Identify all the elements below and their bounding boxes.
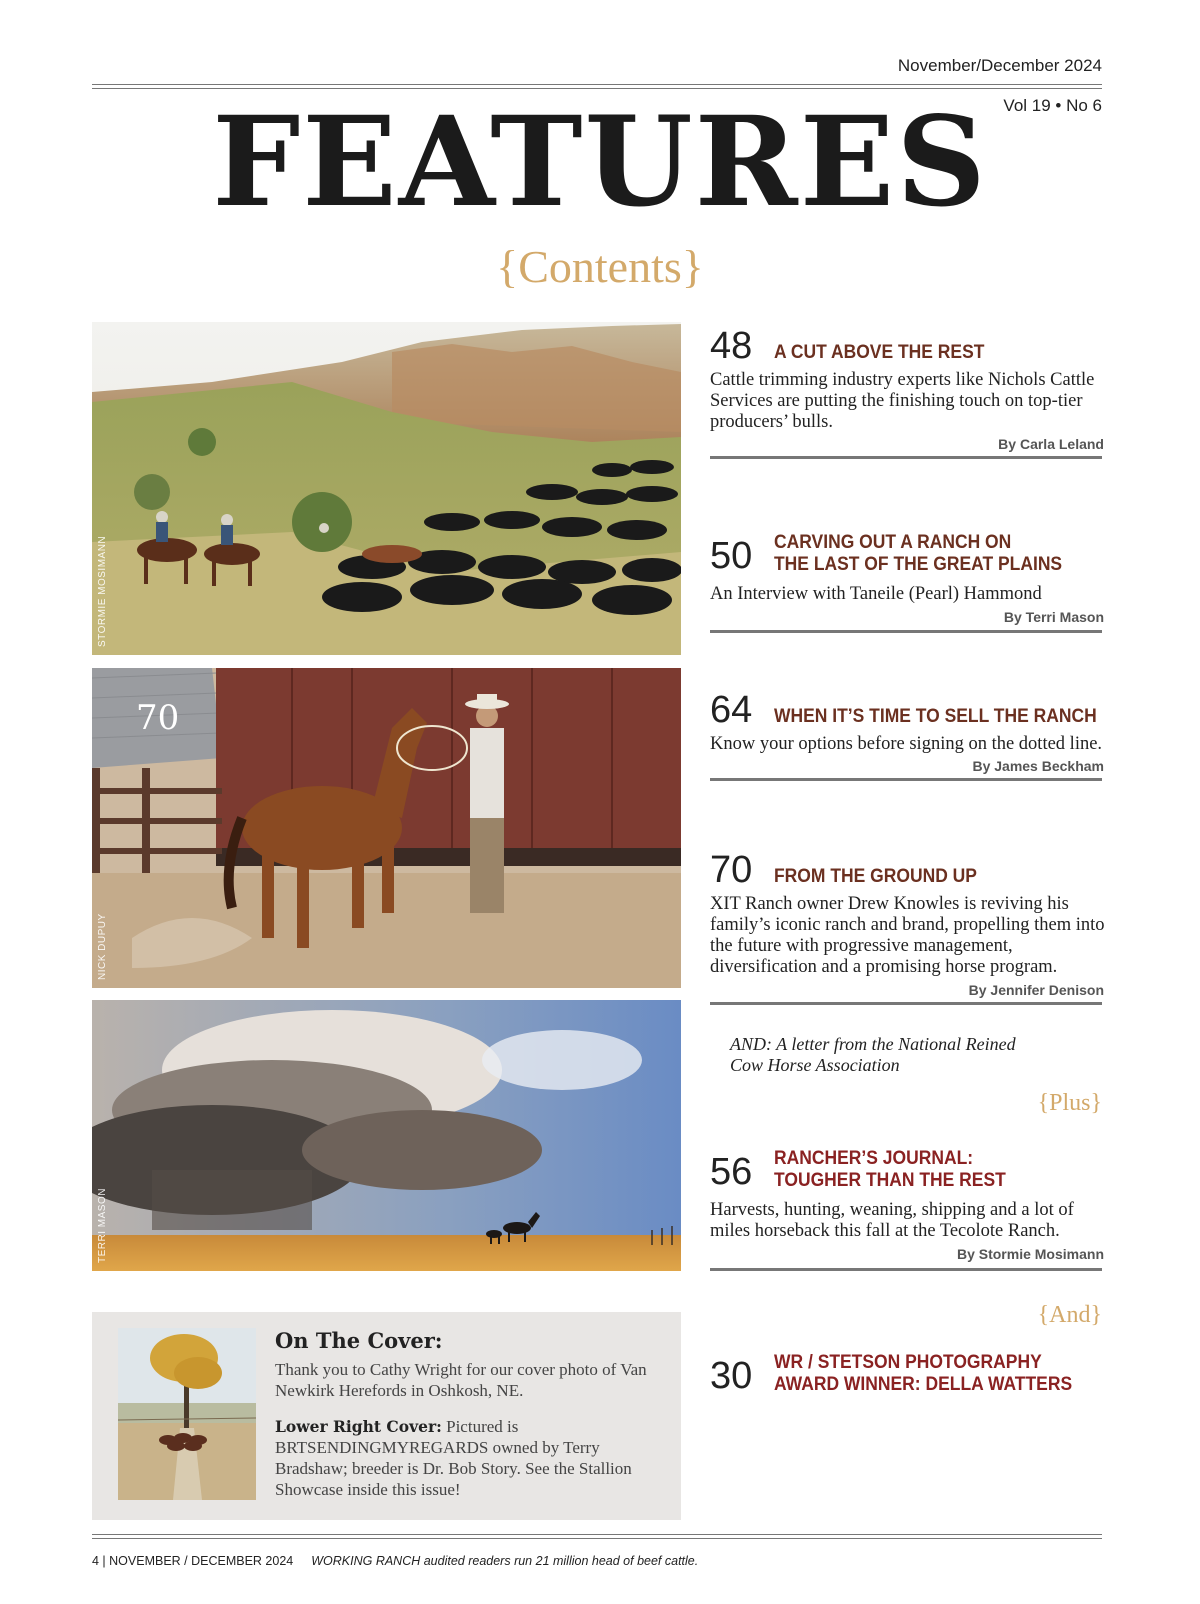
footer (92, 1554, 698, 1568)
issue-date: November/December 2024 (897, 56, 1102, 75)
feature-page-number: 64 (710, 689, 753, 731)
feature-title-line-2[interactable]: THE LAST OF THE GREAT PLAINS (774, 554, 1063, 575)
plus-entry[interactable] (710, 1148, 1102, 1268)
photo-credit: NICK DUPUY (97, 913, 108, 980)
photo-credit: STORMIE MOSIMANN (97, 535, 108, 647)
feature-author: By Stormie Mosimann (956, 1246, 1104, 1262)
feature-entry[interactable] (710, 326, 1102, 466)
divider (710, 630, 1102, 633)
footer-tagline: WORKING RANCH audited readers run 21 million head of beef cattle. (311, 1554, 699, 1568)
page-subtitle: {Contents} (496, 241, 704, 292)
feature-entry[interactable] (710, 532, 1102, 642)
feature-page-number: 70 (710, 849, 753, 891)
feature-description: XIT Ranch owner Drew Knowles is reviving his family’s iconic ranch and brand, propelling them into the future with progressive management, diversification and a promising horse program. (710, 894, 1105, 977)
photo-credit: TERRI MASON (97, 1188, 108, 1263)
lower-cover-label: Lower Right Cover: (275, 1417, 442, 1436)
top-rule (92, 84, 1102, 89)
feature-entry[interactable] (710, 849, 1105, 1030)
feature-page-number: 30 (710, 1355, 753, 1397)
photo-page-number: 70 (136, 698, 180, 738)
footer-page-info: 4 | NOVEMBER / DECEMBER 2024 (92, 1554, 294, 1568)
feature-title-line-1[interactable]: WR / STETSON PHOTOGRAPHY (774, 1352, 1042, 1373)
feature-title-line-2[interactable]: TOUGHER THAN THE REST (774, 1170, 1006, 1191)
storm-prairie-photo (92, 1000, 681, 1271)
and-entry[interactable] (710, 1352, 1102, 1402)
feature-author: By James Beckham (972, 758, 1104, 774)
cover-text: Thank you to Cathy Wright for our cover photo of Van Newkirk Herefords in Oshkosh, NE. (275, 1360, 647, 1400)
page-title: FEATURES (212, 90, 988, 235)
feature-description: Harvests, hunting, weaning, shipping and a lot of miles horseback this fall at the Tecolote Ranch. (710, 1200, 1074, 1241)
divider (710, 1268, 1102, 1271)
feature-title[interactable]: FROM THE GROUND UP (774, 866, 977, 887)
feature-title-line-1[interactable]: RANCHER’S JOURNAL: (774, 1148, 974, 1169)
feature-author: By Carla Leland (998, 436, 1104, 452)
feature-author: By Jennifer Denison (968, 982, 1104, 998)
and-letter-note: AND: A letter from the National Reined Cow Horse Association (730, 1034, 1016, 1075)
divider (710, 1002, 1102, 1005)
cover-thumbnail-photo (118, 1328, 256, 1500)
lower-cover-description: Pictured is BRTSENDINGMYREGARDS owned by Terry Bradshaw; breeder is Dr. Bob Story. See the Stallion Showcase inside this issue! (275, 1417, 632, 1499)
feature-author: By Terri Mason (1003, 609, 1104, 625)
feature-title[interactable]: WHEN IT’S TIME TO SELL THE RANCH (774, 706, 1097, 727)
lower-cover-text (275, 1416, 655, 1500)
feature-description: Know your options before signing on the dotted line. (710, 734, 1103, 754)
divider (710, 778, 1102, 781)
divider (710, 456, 1102, 459)
feature-title-line-2[interactable]: AWARD WINNER: DELLA WATTERS (774, 1374, 1073, 1395)
feature-entry[interactable] (710, 690, 1102, 800)
horse-roping-photo (92, 668, 681, 988)
feature-title-line-1[interactable]: CARVING OUT A RANCH ON (774, 532, 1012, 553)
feature-page-number: 56 (710, 1151, 753, 1193)
cover-heading: On The Cover: (275, 1328, 443, 1353)
plus-section-label: {Plus} (1037, 1090, 1102, 1116)
feature-description: An Interview with Taneile (Pearl) Hammond (710, 584, 1042, 604)
volume-number: Vol 19 • No 6 (1003, 96, 1102, 115)
feature-description: Cattle trimming industry experts like Nichols Cattle Services are putting the finishing touch on top-tier producers’ bulls. (710, 370, 1095, 432)
bottom-rule (92, 1534, 1102, 1539)
and-section-label: {And} (1037, 1302, 1102, 1328)
on-the-cover-box (92, 1312, 681, 1520)
feature-title[interactable]: A CUT ABOVE THE REST (774, 342, 985, 363)
feature-page-number: 48 (710, 325, 753, 367)
feature-page-number: 50 (710, 535, 753, 577)
cattle-drive-photo (92, 322, 681, 655)
